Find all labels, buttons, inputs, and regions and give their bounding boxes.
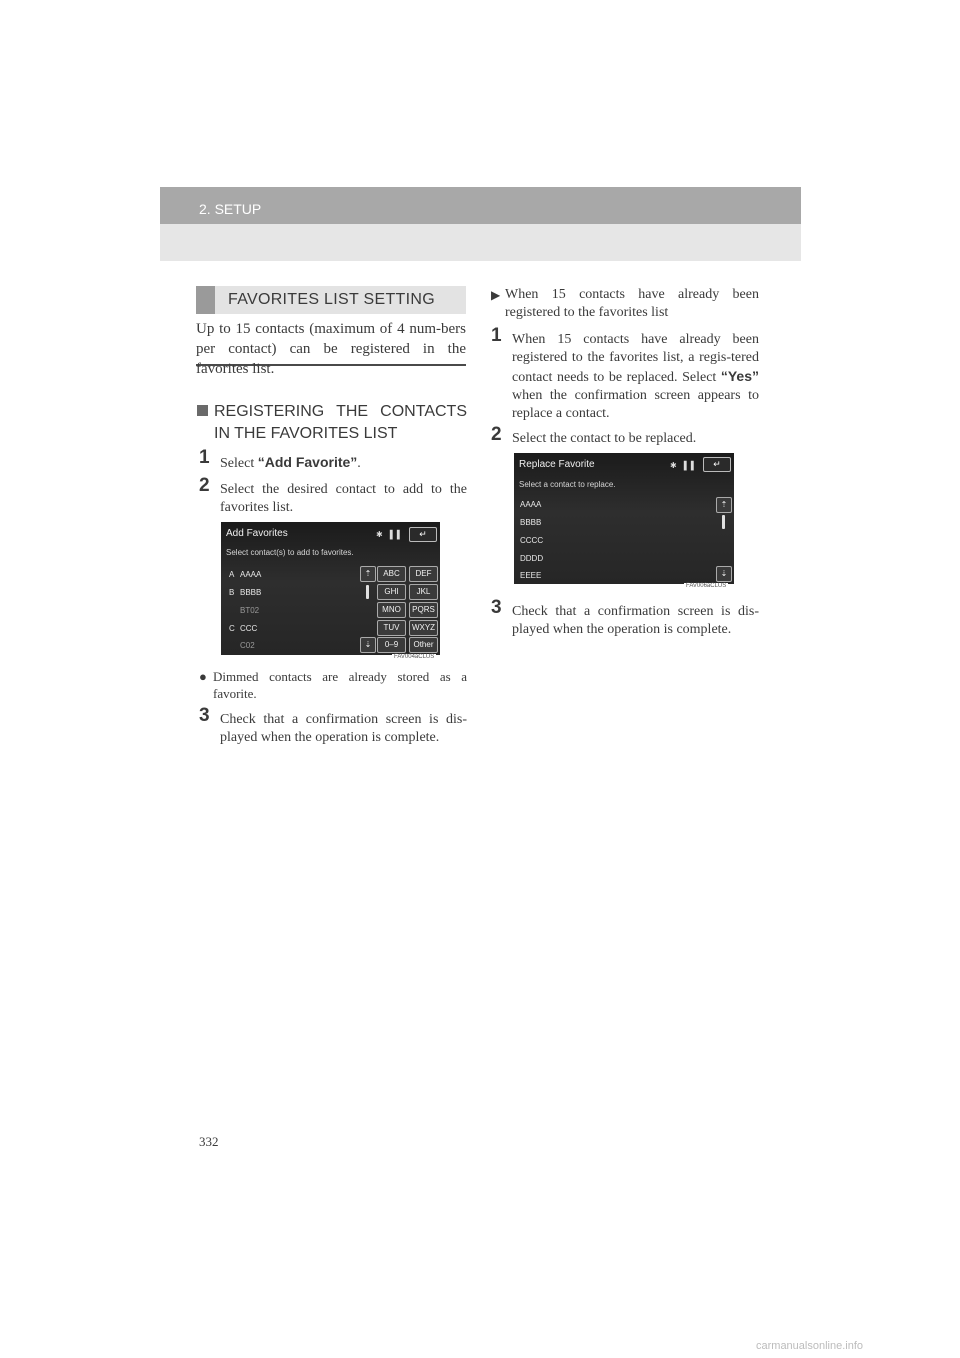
scroll-bar[interactable] bbox=[722, 515, 725, 529]
square-bullet-icon bbox=[197, 405, 208, 416]
key-tuv[interactable]: TUV bbox=[377, 620, 406, 636]
scroll-down-button[interactable]: ⇣ bbox=[360, 637, 376, 653]
scroll-bar[interactable] bbox=[366, 585, 369, 599]
key-mno[interactable]: MNO bbox=[377, 602, 406, 618]
contact-row-dimmed: C02 bbox=[240, 641, 255, 650]
step-text: Select the contact to be replaced. bbox=[512, 431, 697, 446]
contact-row-dimmed: BT02 bbox=[240, 606, 260, 615]
screen-title: Replace Favorite bbox=[519, 459, 595, 470]
screen-title: Add Favorites bbox=[226, 528, 288, 539]
yes-label: “Yes” bbox=[720, 368, 759, 384]
step-text: Select bbox=[220, 456, 258, 471]
step-number: 2 bbox=[199, 475, 210, 496]
contact-row[interactable]: BBBB bbox=[240, 588, 262, 597]
back-button[interactable]: ↵ bbox=[409, 527, 437, 542]
section-title: FAVORITES LIST SETTING bbox=[228, 291, 435, 308]
screen-subtitle: Select contact(s) to add to favorites. bbox=[226, 548, 354, 557]
scroll-down-button[interactable]: ⇣ bbox=[716, 566, 732, 582]
section-title-bar bbox=[196, 286, 466, 314]
triangle-icon: ▶ bbox=[491, 288, 501, 302]
contact-row[interactable]: BBBB bbox=[520, 518, 542, 527]
key-jkl[interactable]: JKL bbox=[409, 584, 438, 600]
key-abc[interactable]: ABC bbox=[377, 566, 406, 582]
key-wxyz[interactable]: WXYZ bbox=[409, 620, 438, 636]
right-step-3 bbox=[491, 597, 759, 639]
contact-row[interactable]: AAAA bbox=[240, 570, 262, 579]
contact-row[interactable]: AAAA bbox=[520, 500, 542, 509]
title-square-icon bbox=[196, 286, 215, 314]
note-text: Dimmed contacts are already stored as a favorite. bbox=[213, 669, 467, 701]
condition-text: When 15 contacts have already been registered to the favorites list bbox=[505, 287, 759, 320]
index-letter: A bbox=[229, 570, 235, 579]
figure-caption: FAV006aCLUS bbox=[686, 583, 727, 589]
index-letter: B bbox=[229, 588, 235, 597]
left-step-3 bbox=[199, 705, 467, 747]
intro-text: Up to 15 contacts (maximum of 4 num-bers per contact) can be registered in the favorites list. bbox=[196, 321, 466, 377]
step-number: 2 bbox=[491, 424, 502, 445]
header-subband bbox=[160, 224, 801, 261]
contact-row[interactable]: DDDD bbox=[520, 554, 544, 563]
status-indicators-icon: ✱ ▐ ▌ bbox=[376, 530, 404, 539]
scroll-up-button[interactable]: ⇡ bbox=[360, 566, 376, 582]
note-bullet-icon: ● bbox=[199, 669, 207, 684]
figure-caption: FAV004aCLUS bbox=[394, 654, 435, 660]
back-button[interactable]: ↵ bbox=[703, 457, 731, 472]
replace-favorite-screen bbox=[514, 453, 734, 584]
step-text: Select the desired contact to add to the favorites list. bbox=[220, 482, 467, 515]
subheading-line1: REGISTERING THE CONTACTS bbox=[214, 403, 467, 420]
status-indicators-icon: ✱ ▐ ▌ bbox=[670, 461, 698, 470]
step-text: When 15 contacts have already been registered to the favorites list, a regis-tered contact needs to be replaced. Select bbox=[512, 332, 759, 385]
watermark: carmanualsonline.info bbox=[756, 1340, 864, 1352]
section-label: 2. SETUP bbox=[199, 201, 262, 217]
condition-heading bbox=[491, 286, 759, 322]
step-number: 1 bbox=[491, 325, 502, 346]
key-other[interactable]: Other bbox=[409, 637, 438, 653]
key-pqrs[interactable]: PQRS bbox=[409, 602, 438, 618]
contact-row[interactable]: EEEE bbox=[520, 571, 542, 580]
step-number: 3 bbox=[199, 705, 210, 726]
step-text-end: when the confirmation screen appears to replace a contact. bbox=[512, 388, 759, 421]
step-number: 1 bbox=[199, 447, 210, 468]
left-step-2 bbox=[199, 475, 467, 517]
key-digits[interactable]: 0–9 bbox=[377, 637, 406, 653]
left-step-1 bbox=[199, 447, 467, 473]
contact-row[interactable]: CCC bbox=[240, 624, 258, 633]
add-favorites-screen bbox=[221, 522, 440, 655]
page-number: 332 bbox=[199, 1134, 219, 1149]
index-letter: C bbox=[229, 624, 235, 633]
step-text: Check that a confirmation screen is dis-played when the operation is complete. bbox=[512, 604, 759, 637]
key-ghi[interactable]: GHI bbox=[377, 584, 406, 600]
step-text: Check that a confirmation screen is dis-played when the operation is complete. bbox=[220, 712, 467, 745]
right-step-1 bbox=[491, 325, 759, 423]
contact-row[interactable]: CCCC bbox=[520, 536, 544, 545]
step-text-end: . bbox=[357, 456, 361, 471]
step-number: 3 bbox=[491, 597, 502, 618]
screen-subtitle: Select a contact to replace. bbox=[519, 480, 616, 489]
scroll-up-button[interactable]: ⇡ bbox=[716, 497, 732, 513]
left-note bbox=[199, 668, 467, 702]
subheading bbox=[197, 401, 467, 445]
subheading-line2: IN THE FAVORITES LIST bbox=[214, 425, 398, 442]
key-def[interactable]: DEF bbox=[409, 566, 438, 582]
add-favorite-label: “Add Favorite” bbox=[257, 454, 358, 470]
right-step-2 bbox=[491, 424, 759, 448]
